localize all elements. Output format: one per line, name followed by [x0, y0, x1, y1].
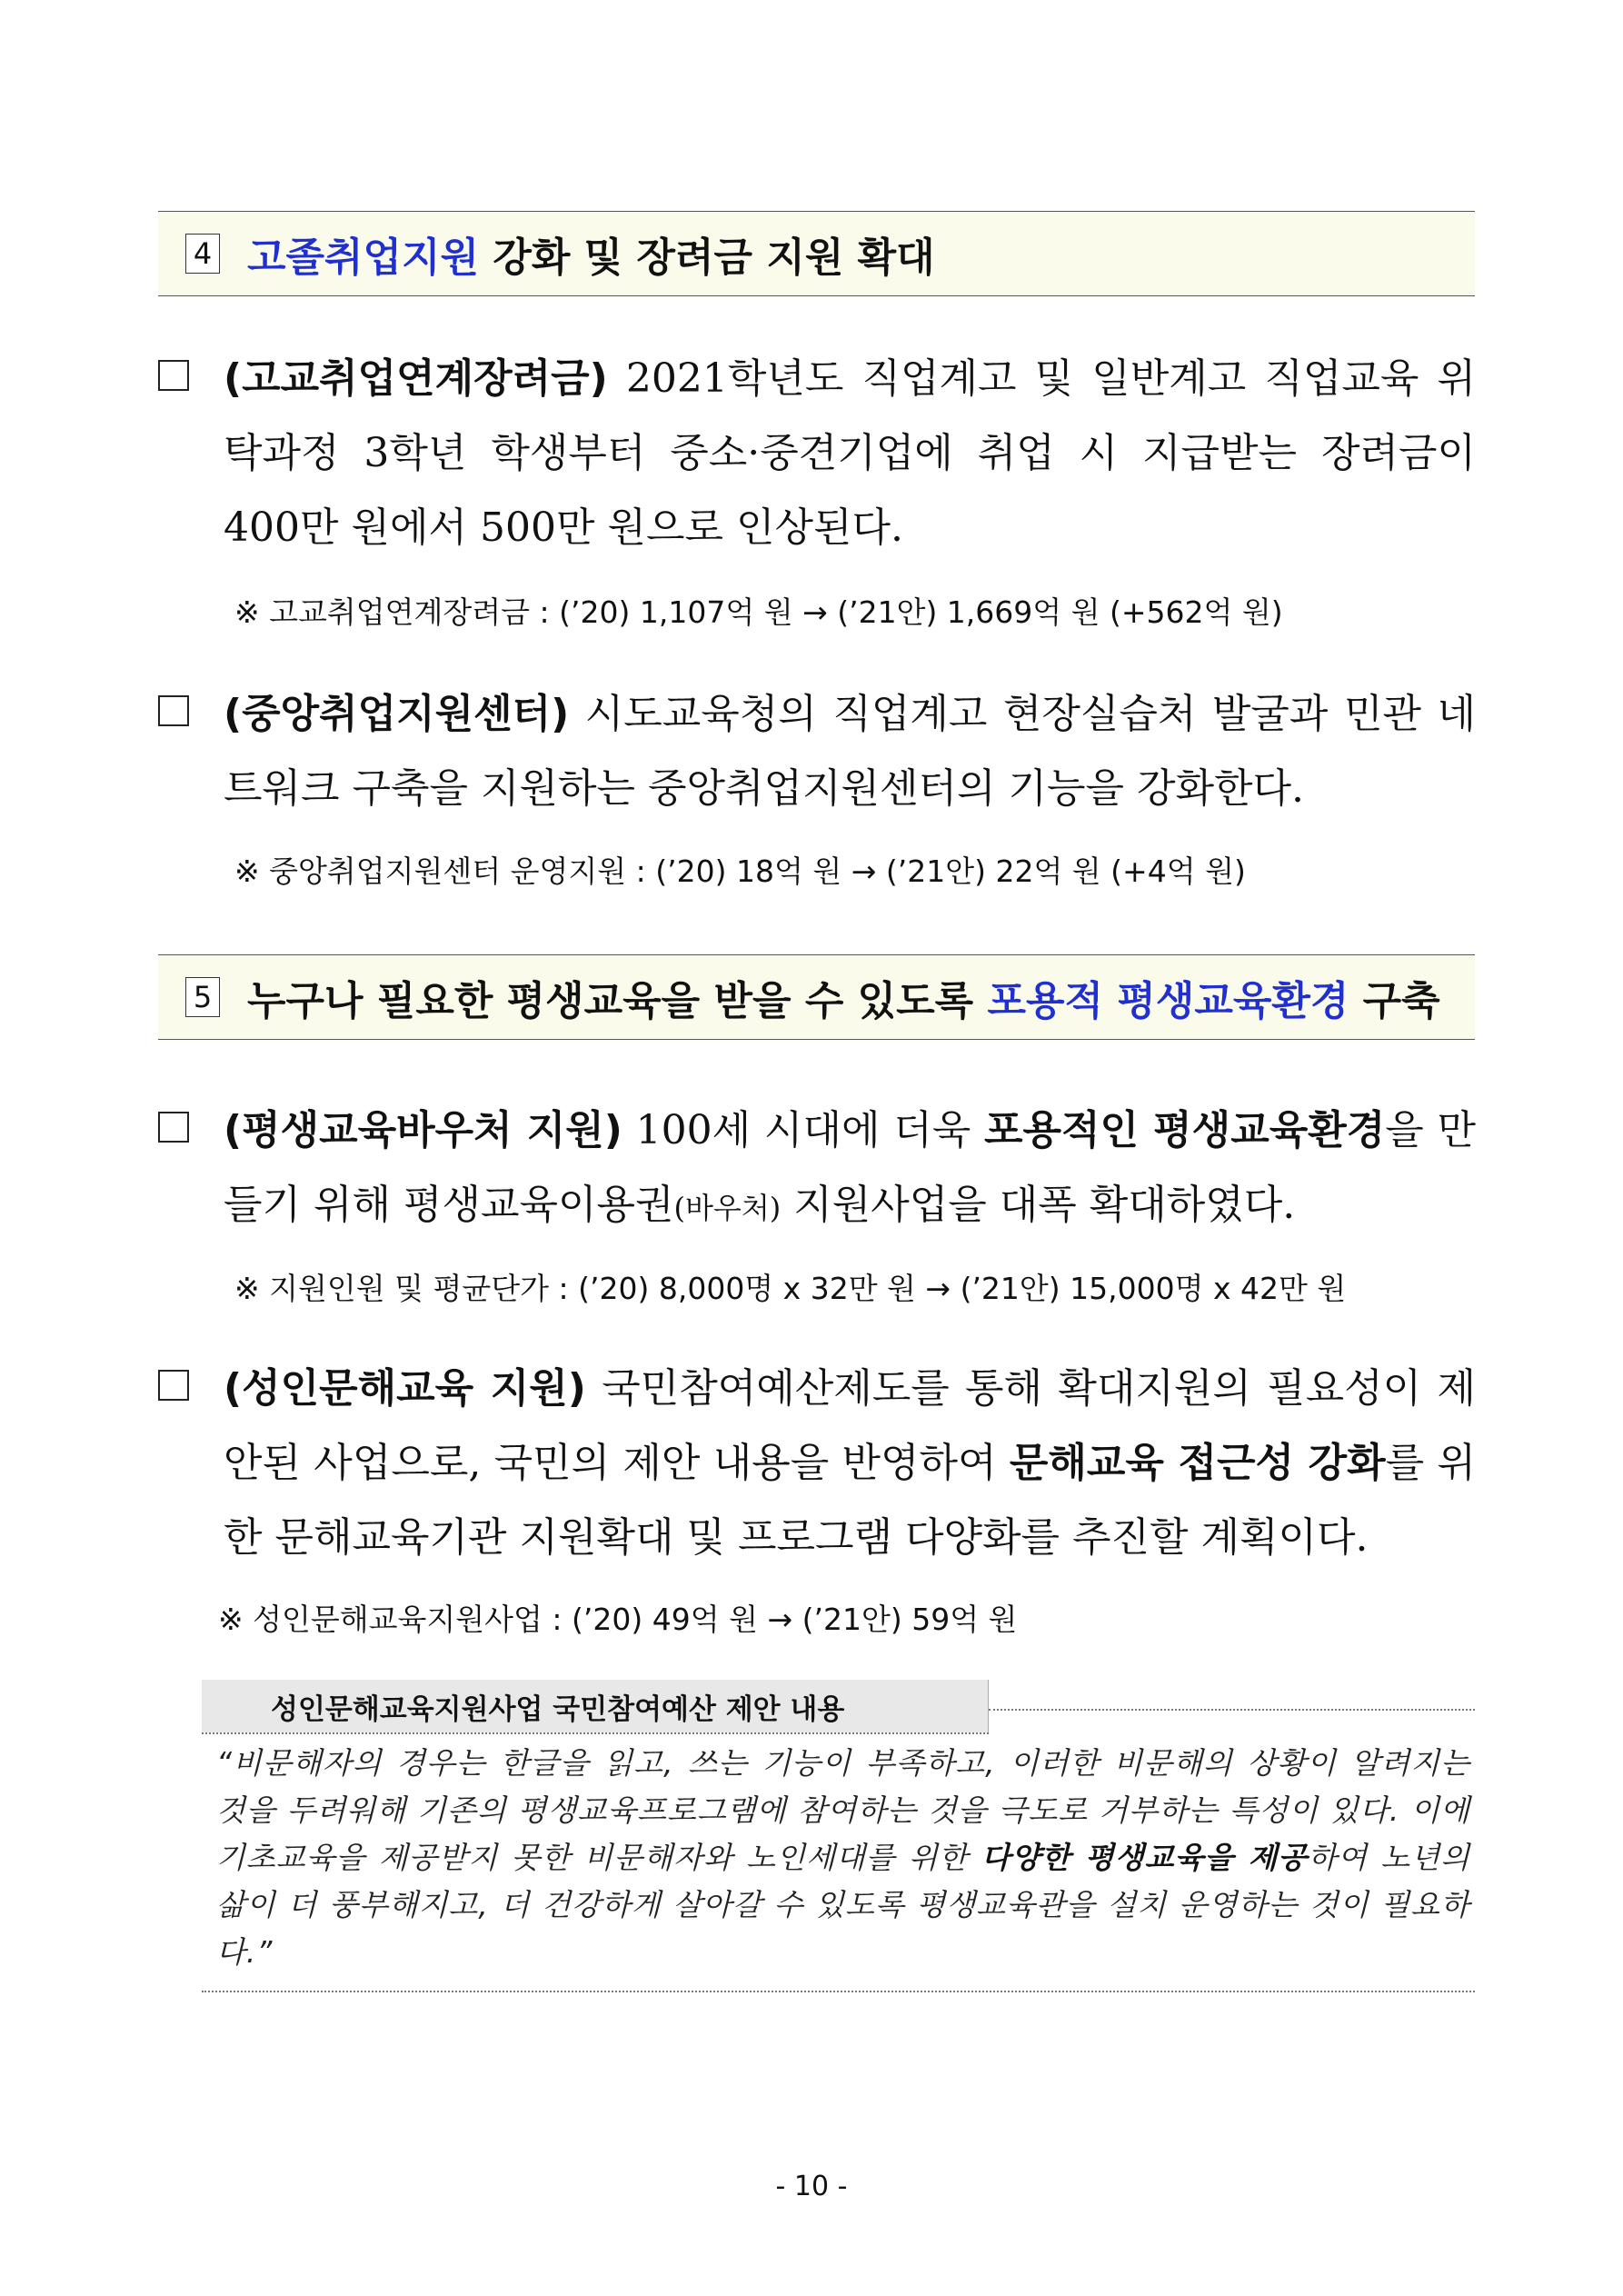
- paragraph-emphasis: 포용적인 평생교육환경: [984, 1107, 1386, 1153]
- paragraph-adult-literacy: [158, 1352, 1476, 1575]
- section-number-box: 5: [185, 977, 220, 1017]
- proposal-emphasis: 다양한 평생교육을 제공: [981, 1840, 1309, 1875]
- paragraph-lead: (중앙취업지원센터): [224, 691, 570, 737]
- paragraph-lead: (평생교육바우처 지원): [224, 1107, 622, 1153]
- section-5-header: [158, 954, 1475, 1040]
- section-number-box: 4: [185, 234, 220, 274]
- note-incentive-budget: ※ 고교취업연계장려금 : (’20) 1,107억 원 → (’21안) 1,669억 원 (+562억 원): [234, 594, 1283, 630]
- proposal-quote: [216, 1740, 1470, 1976]
- paragraph-text: 을 만들기 위해 평생교육이용권: [224, 1107, 1477, 1228]
- paragraph-lead: (고교취업연계장려금): [224, 355, 608, 402]
- paragraph-central-employment-center: [158, 677, 1476, 826]
- section-4-highlight: 고졸취업지원: [247, 235, 480, 281]
- section-5-title-before: 누구나 필요한 평생교육을 받을 수 있도록: [247, 978, 988, 1024]
- proposal-divider-top: [989, 1709, 1475, 1711]
- paragraph-text: 100세 시대에 더욱: [622, 1107, 985, 1153]
- checkbox-bullet-icon: [158, 1370, 189, 1401]
- checkbox-bullet-icon: [158, 1112, 189, 1143]
- note-voucher-budget: ※ 지원인원 및 평균단가 : (’20) 8,000명 x 32만 원 → (’21안) 15,000명 x 42만 원: [234, 1271, 1347, 1306]
- proposal-text: “비문해자의 경우는 한글을 읽고, 쓰는 기능이 부족하고, 이러한 비문해의 상황이 알려지는 것을 두려워해 기존의 평생교육프로그램에 참여하는 것을 극도로 거부하는 특성이 있다. 이에 기초교육을 제공받지 못한 비문해자와 노인세대를 위한: [216, 1745, 1470, 1875]
- page-number: - 10 -: [775, 2171, 848, 2202]
- paragraph-text: 지원사업을 대폭 확대하였다.: [781, 1182, 1296, 1228]
- section-4-header: [158, 211, 1475, 296]
- paragraph-lifelong-voucher: [158, 1093, 1476, 1245]
- note-center-budget: ※ 중앙취업지원센터 운영지원 : (’20) 18억 원 → (’21안) 22억 원 (+4억 원): [234, 854, 1246, 889]
- note-literacy-budget: ※ 성인문해교육지원사업 : (’20) 49억 원 → (’21안) 59억 원: [218, 1602, 1018, 1637]
- paragraph-small-text: (바우처): [673, 1191, 782, 1225]
- paragraph-emphasis: 문해교육 접근성 강화: [1009, 1440, 1386, 1486]
- proposal-text: 하여 노년의 삶이 더 풍부해지고, 더 건강하게 살아갈 수 있도록 평생교육관을 설치 운영하는 것이 필요하다.”: [216, 1840, 1470, 1970]
- paragraph-text: 를 위한 문해교육기관 지원확대 및 프로그램 다양화를 추진할 계획이다.: [224, 1440, 1476, 1561]
- paragraph-highschool-incentive: [158, 342, 1476, 565]
- paragraph-text: 2021학년도 직업계고 및 일반계고 직업교육 위탁과정 3학년 학생부터 중소·중견기업에 취업 시 지급받는 장려금이 400만 원에서 500만 원으로 인상된다.: [224, 355, 1476, 551]
- proposal-title: 성인문해교육지원사업 국민참여예산 제안 내용: [202, 1680, 989, 1732]
- proposal-divider: [202, 1732, 989, 1734]
- checkbox-bullet-icon: [158, 360, 189, 391]
- paragraph-lead: (성인문해교육 지원): [224, 1365, 586, 1412]
- checkbox-bullet-icon: [158, 695, 189, 726]
- section-5-title-after: 구축: [1349, 978, 1440, 1024]
- paragraph-text: 시도교육청의 직업계고 현장실습처 발굴과 민관 네트워크 구축을 지원하는 중앙취업지원센터의 기능을 강화한다.: [224, 691, 1476, 812]
- proposal-divider-bottom: [202, 1991, 1475, 1992]
- section-5-highlight: 포용적 평생교육환경: [987, 978, 1349, 1024]
- paragraph-text: 국민참여예산제도를 통해 확대지원의 필요성이 제안된 사업으로, 국민의 제안 내용을 반영하여: [224, 1365, 1476, 1486]
- section-4-title: 강화 및 장려금 지원 확대: [479, 235, 935, 281]
